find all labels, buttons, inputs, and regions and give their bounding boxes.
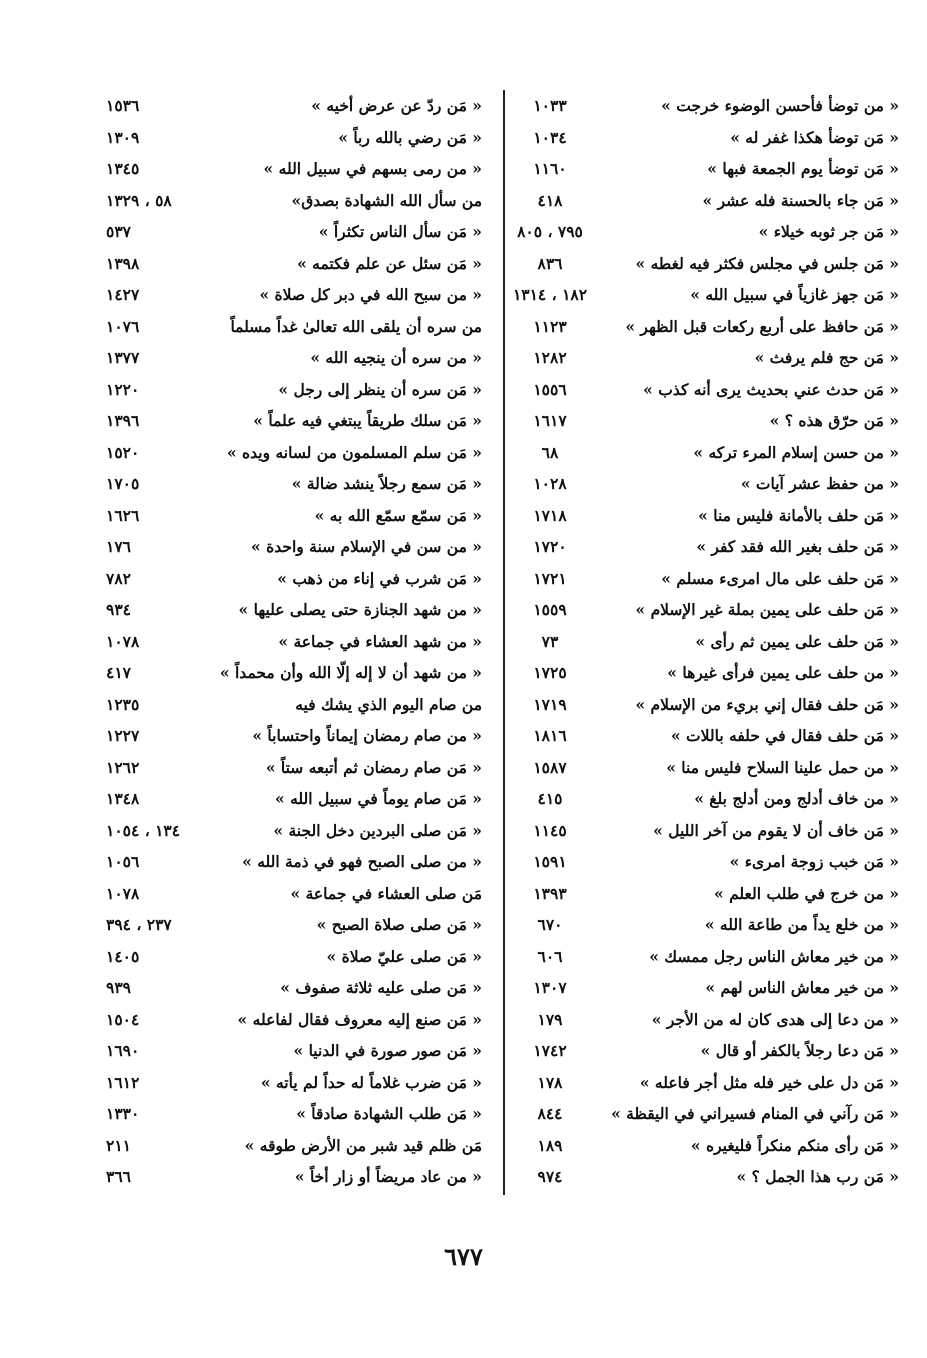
hadith-reference-number: ١٣٩٣ bbox=[533, 883, 567, 903]
index-entry bbox=[505, 1130, 899, 1162]
hadith-reference-number: ٧٩٥ ، ٨٠٥ bbox=[517, 222, 583, 241]
index-entry bbox=[106, 216, 482, 248]
index-entry bbox=[106, 531, 482, 563]
hadith-incipit: « مَن حلف بالأمانة فليس منا » bbox=[698, 505, 899, 525]
index-entry bbox=[106, 846, 482, 878]
hadith-incipit: مَن ظلم قيد شبر من الأرض طوقه » bbox=[244, 1135, 482, 1155]
hadith-incipit: « مَن سمّع سمّع الله به » bbox=[314, 505, 482, 525]
hadith-incipit: « من دعا إلى هدى كان له من الأجر » bbox=[651, 1009, 899, 1029]
hadith-incipit: « مَن حلف على يمين بملة غير الإسلام » bbox=[635, 600, 899, 619]
hadith-incipit: « مَن حدث عني بحديث يرى أنه كذب » bbox=[643, 379, 899, 399]
hadith-reference-number: ١٧٩ bbox=[537, 1009, 563, 1029]
index-entry bbox=[106, 122, 482, 154]
hadith-reference-number: ١٧٤٢ bbox=[533, 1041, 567, 1060]
hadith-incipit: « مَن جاء بالحسنة فله عشر » bbox=[702, 190, 899, 210]
hadith-incipit: « مَن حلف على مال امرىء مسلم » bbox=[661, 568, 899, 588]
hadith-incipit: « مَن حرّق هذه ؟ » bbox=[769, 411, 899, 430]
index-entry bbox=[106, 405, 482, 437]
index-entry bbox=[505, 563, 899, 595]
hadith-reference-number: ٤١٨ bbox=[537, 190, 563, 210]
hadith-incipit: « مَن سلك طريقاً يبتغي فيه علماً » bbox=[253, 411, 482, 430]
hadith-incipit: من سره أن يلقى الله تعالىٰ غداً مسلماً bbox=[230, 316, 482, 336]
hadith-reference-number: ١٢٣٥ bbox=[106, 694, 140, 714]
hadith-incipit: « من سره أن ينجيه الله » bbox=[310, 348, 482, 367]
hadith-incipit: « من حمل علينا السلاح فليس منا » bbox=[666, 757, 899, 777]
index-entry bbox=[505, 90, 899, 122]
hadith-reference-number: ١٣٤٨ bbox=[106, 789, 140, 808]
hadith-reference-number: ١٣٤٥ bbox=[106, 159, 140, 178]
hadith-incipit: « مَن جر ثوبه خيلاء » bbox=[758, 222, 899, 241]
hadith-reference-number: ١٥٢٠ bbox=[106, 442, 140, 462]
index-column-left bbox=[106, 90, 482, 1193]
hadith-incipit: « من شهد الجنازة حتى يصلى عليها » bbox=[238, 600, 482, 619]
index-entry bbox=[106, 594, 482, 626]
hadith-reference-number: ١٤٢٧ bbox=[106, 285, 140, 304]
hadith-reference-number: ١٥٠٤ bbox=[106, 1009, 140, 1029]
hadith-incipit: « مَن صلى عليّ صلاة » bbox=[326, 946, 482, 966]
index-entry bbox=[106, 815, 482, 847]
hadith-reference-number: ١٨٩ bbox=[537, 1135, 563, 1155]
index-entry bbox=[106, 279, 482, 311]
hadith-incipit: « من خير معاش الناس لهم » bbox=[705, 978, 899, 997]
index-entry bbox=[505, 468, 899, 500]
hadith-reference-number: ١٧٢١ bbox=[533, 568, 567, 588]
hadith-incipit: « مَن رضي بالله رباً » bbox=[338, 127, 482, 147]
hadith-incipit: « مَن جهز غازياً في سبيل الله » bbox=[690, 285, 899, 304]
index-entry bbox=[106, 153, 482, 185]
hadith-incipit: « مَن رب هذا الجمل ؟ » bbox=[736, 1167, 899, 1186]
index-entry bbox=[106, 626, 482, 658]
hadith-incipit: « مَن صور صورة في الدنيا » bbox=[293, 1041, 482, 1060]
index-entry bbox=[106, 500, 482, 532]
hadith-reference-number: ١٧٢٥ bbox=[533, 663, 567, 682]
hadith-reference-number: ١٦٩٠ bbox=[106, 1041, 140, 1060]
hadith-reference-number: ١٥٥٦ bbox=[533, 379, 567, 399]
hadith-reference-number: ١٨١٦ bbox=[533, 726, 567, 745]
hadith-incipit: « من حلف على يمين فرأى غيرها » bbox=[667, 663, 899, 682]
hadith-incipit: « مَن حلف فقال في حلفه باللات » bbox=[670, 726, 899, 745]
index-entry bbox=[106, 1161, 482, 1193]
hadith-incipit: « مَن سمع رجلاً ينشد ضالة » bbox=[291, 474, 482, 493]
hadith-reference-number: ١٠٢٨ bbox=[533, 474, 567, 493]
index-entry bbox=[106, 720, 482, 752]
index-entry bbox=[106, 1035, 482, 1067]
hadith-incipit: « مَن طلب الشهادة صادقاً » bbox=[296, 1104, 482, 1123]
index-entry bbox=[505, 531, 899, 563]
hadith-incipit: « من عاد مريضاً أو زار أخاً » bbox=[294, 1167, 482, 1186]
index-entry bbox=[505, 342, 899, 374]
page-number: ٦٧٧ bbox=[444, 1242, 483, 1271]
hadith-incipit: « مَن توضأ يوم الجمعة فبها » bbox=[707, 159, 899, 178]
index-entry bbox=[505, 815, 899, 847]
index-entry bbox=[505, 1067, 899, 1099]
hadith-incipit: « من خلع يداً من طاعة الله » bbox=[704, 915, 899, 934]
hadith-incipit: « مَن حلف على يمين ثم رأى » bbox=[695, 631, 899, 651]
hadith-reference-number: ٨٣٦ bbox=[537, 253, 563, 273]
hadith-reference-number: ١٢٢٠ bbox=[106, 379, 140, 399]
hadith-reference-number: ٦٧٠ bbox=[537, 915, 563, 934]
hadith-incipit: « من صلى الصبح فهو في ذمة الله » bbox=[242, 852, 482, 871]
index-entry bbox=[505, 437, 899, 469]
hadith-incipit: « مَن صنع إليه معروف فقال لفاعله » bbox=[237, 1009, 482, 1029]
hadith-reference-number: ١٣٠٩ bbox=[106, 127, 140, 147]
hadith-reference-number: ٩٧٤ bbox=[537, 1167, 563, 1186]
hadith-incipit: « مَن دعا رجلاً بالكفر أو قال » bbox=[700, 1041, 899, 1060]
hadith-reference-number: ١٧١٨ bbox=[533, 505, 567, 525]
hadith-reference-number: ١٧٦ bbox=[106, 537, 131, 556]
index-entry bbox=[505, 972, 899, 1004]
column-divider bbox=[503, 90, 505, 1195]
hadith-incipit: « مَن صلى صلاة الصبح » bbox=[316, 915, 482, 934]
index-entry bbox=[106, 185, 482, 217]
hadith-reference-number: ١٧٨ bbox=[537, 1072, 563, 1092]
hadith-reference-number: ٦٨ bbox=[541, 442, 559, 462]
index-column-right bbox=[505, 90, 899, 1193]
index-entry bbox=[106, 972, 482, 1004]
hadith-incipit: « من خرج في طلب العلم » bbox=[714, 883, 899, 903]
hadith-reference-number: ٩٣٩ bbox=[106, 978, 131, 997]
hadith-incipit: « من حفظ عشر آيات » bbox=[740, 474, 899, 493]
hadith-reference-number: ١٣٧٧ bbox=[106, 348, 140, 367]
index-entry bbox=[106, 374, 482, 406]
hadith-reference-number: ١٧٠٥ bbox=[106, 474, 140, 493]
hadith-incipit: « مَن توضأ هكذا غفر له » bbox=[730, 127, 899, 147]
hadith-incipit: « من رمى بسهم في سبيل الله » bbox=[263, 159, 482, 178]
index-entry bbox=[505, 752, 899, 784]
hadith-incipit: « مَن سره أن ينظر إلى رجل » bbox=[278, 379, 482, 399]
hadith-reference-number: ١٠٣٤ bbox=[533, 127, 567, 147]
hadith-incipit: « مَن حلف بغير الله فقد كفر » bbox=[696, 537, 899, 556]
index-entry bbox=[505, 909, 899, 941]
hadith-incipit: « مَن جلس في مجلس فكثر فيه لغطه » bbox=[635, 253, 899, 273]
index-entry bbox=[106, 941, 482, 973]
hadith-reference-number: ١٠٥٦ bbox=[106, 852, 140, 871]
hadith-reference-number: ١٣٣٠ bbox=[106, 1104, 140, 1123]
index-entry bbox=[505, 626, 899, 658]
index-entry bbox=[106, 248, 482, 280]
index-entry bbox=[106, 1098, 482, 1130]
hadith-reference-number: ٥٣٧ bbox=[106, 222, 131, 241]
index-entry bbox=[505, 185, 899, 217]
hadith-reference-number: ٥٨ ، ١٣٢٩ bbox=[106, 190, 172, 210]
hadith-reference-number: ١٣٠٧ bbox=[533, 978, 567, 997]
hadith-reference-number: ٧٨٢ bbox=[106, 568, 131, 588]
hadith-incipit: « مَن دل على خير فله مثل أجر فاعله » bbox=[639, 1072, 899, 1092]
hadith-reference-number: ١١٢٣ bbox=[533, 316, 567, 336]
hadith-reference-number: ١٢٢٧ bbox=[106, 726, 140, 745]
hadith-reference-number: ١٤٠٥ bbox=[106, 946, 140, 966]
index-entry bbox=[106, 657, 482, 689]
hadith-reference-number: ٤١٧ bbox=[106, 663, 131, 682]
index-entry bbox=[505, 846, 899, 878]
index-entry bbox=[505, 1004, 899, 1036]
hadith-reference-number: ٤١٥ bbox=[537, 789, 563, 808]
hadith-incipit: « مَن سأل الناس تكثراً » bbox=[318, 222, 482, 241]
hadith-incipit: « مَن صام رمضان ثم أتبعه ستاً » bbox=[265, 757, 482, 777]
hadith-reference-number: ١٧١٩ bbox=[533, 694, 567, 714]
hadith-incipit: « مَن ردّ عن عرض أخيه » bbox=[311, 96, 482, 115]
hadith-reference-number: ٨٤٤ bbox=[537, 1104, 563, 1123]
index-entry bbox=[106, 342, 482, 374]
hadith-reference-number: ١١٦٠ bbox=[533, 159, 567, 178]
hadith-incipit: « من شهد أن لا إله إلّا الله وأن محمداً » bbox=[219, 663, 482, 682]
index-entry bbox=[106, 1004, 482, 1036]
hadith-incipit: « مَن سئل عن علم فكتمه » bbox=[297, 253, 482, 273]
hadith-incipit: « من صام رمضان إيماناً واحتساباً » bbox=[252, 726, 482, 745]
hadith-reference-number: ١٦٢٦ bbox=[106, 505, 140, 525]
index-entry bbox=[505, 500, 899, 532]
hadith-reference-number: ١٨٢ ، ١٣١٤ bbox=[512, 285, 588, 304]
hadith-incipit: « مَن رآني في المنام فسيراني في اليقظة » bbox=[611, 1104, 899, 1123]
index-entry bbox=[505, 1098, 899, 1130]
hadith-incipit: « من سبح الله في دبر كل صلاة » bbox=[259, 285, 482, 304]
hadith-reference-number: ١٥٣٦ bbox=[106, 96, 140, 115]
hadith-reference-number: ٧٣ bbox=[541, 631, 559, 651]
hadith-reference-number: ١٠٧٨ bbox=[106, 631, 140, 651]
hadith-reference-number: ١٥٩١ bbox=[533, 852, 567, 871]
hadith-incipit: « من سن في الإسلام سنة واحدة » bbox=[251, 537, 482, 556]
index-entry bbox=[505, 878, 899, 910]
index-entry bbox=[106, 1130, 482, 1162]
hadith-incipit: « من حسن إسلام المرء تركه » bbox=[693, 442, 899, 462]
hadith-incipit: مَن صلى العشاء في جماعة » bbox=[290, 883, 482, 903]
index-entry bbox=[505, 153, 899, 185]
hadith-reference-number: ٢٣٧ ، ٣٩٤ bbox=[106, 915, 172, 934]
hadith-incipit: « مَن صلى البردين دخل الجنة » bbox=[273, 820, 482, 840]
index-entry bbox=[505, 783, 899, 815]
hadith-incipit: من سأل الله الشهادة بصدق» bbox=[291, 190, 482, 210]
hadith-reference-number: ١٦١٧ bbox=[533, 411, 567, 430]
hadith-incipit: « مَن حافظ على أربع ركعات قبل الظهر » bbox=[625, 316, 899, 336]
hadith-reference-number: ١٧٢٠ bbox=[533, 537, 567, 556]
index-entry bbox=[505, 122, 899, 154]
hadith-incipit: « مَن صلى عليه ثلاثة صفوف » bbox=[280, 978, 482, 997]
index-entry bbox=[505, 594, 899, 626]
hadith-incipit: « مَن خاف أن لا يقوم من آخر الليل » bbox=[653, 820, 899, 840]
index-entry bbox=[106, 783, 482, 815]
index-entry bbox=[106, 468, 482, 500]
hadith-reference-number: ١٣٩٦ bbox=[106, 411, 140, 430]
hadith-incipit: « مَن شرب في إناء من ذهب » bbox=[277, 568, 482, 588]
hadith-incipit: « مَن سلم المسلمون من لسانه ويده » bbox=[226, 442, 482, 462]
hadith-reference-number: ١١٤٥ bbox=[533, 820, 567, 840]
index-entry bbox=[106, 689, 482, 721]
index-entry bbox=[505, 657, 899, 689]
hadith-incipit: « مَن صام يوماً في سبيل الله » bbox=[275, 789, 482, 808]
hadith-reference-number: ١٢٦٢ bbox=[106, 757, 140, 777]
hadith-reference-number: ١٣٤ ، ١٠٥٤ bbox=[106, 820, 181, 840]
hadith-reference-number: ١٠٣٣ bbox=[533, 96, 567, 115]
hadith-reference-number: ٢١١ bbox=[106, 1135, 131, 1155]
hadith-reference-number: ١٠٧٨ bbox=[106, 883, 140, 903]
index-entry bbox=[505, 1161, 899, 1193]
index-entry bbox=[505, 720, 899, 752]
index-entry bbox=[106, 1067, 482, 1099]
index-entry bbox=[505, 216, 899, 248]
hadith-incipit: « مَن ضرب غلاماً له حداً لم يأته » bbox=[260, 1072, 482, 1092]
hadith-reference-number: ١٥٥٩ bbox=[533, 600, 567, 619]
index-entry bbox=[106, 90, 482, 122]
hadith-reference-number: ١٠٧٦ bbox=[106, 316, 140, 336]
hadith-reference-number: ٩٣٤ bbox=[106, 600, 131, 619]
hadith-reference-number: ٣٦٦ bbox=[106, 1167, 131, 1186]
index-entry bbox=[106, 437, 482, 469]
index-entry bbox=[106, 563, 482, 595]
hadith-incipit: « مَن خبب زوجة امرىء » bbox=[729, 852, 899, 871]
index-entry bbox=[106, 878, 482, 910]
index-entry bbox=[505, 1035, 899, 1067]
index-entry bbox=[106, 311, 482, 343]
index-entry bbox=[106, 752, 482, 784]
hadith-reference-number: ١٢٨٢ bbox=[533, 348, 567, 367]
hadith-incipit: « مَن رأى منكم منكراً فليغيره » bbox=[690, 1135, 899, 1155]
hadith-reference-number: ١٥٨٧ bbox=[533, 757, 567, 777]
index-entry bbox=[505, 405, 899, 437]
index-entry bbox=[505, 689, 899, 721]
index-entry bbox=[106, 909, 482, 941]
index-entry bbox=[505, 374, 899, 406]
hadith-reference-number: ١٣٩٨ bbox=[106, 253, 140, 273]
index-entry bbox=[505, 941, 899, 973]
index-entry bbox=[505, 248, 899, 280]
index-entry bbox=[505, 311, 899, 343]
hadith-reference-number: ١٦١٢ bbox=[106, 1072, 140, 1092]
hadith-incipit: من صام اليوم الذي يشك فيه bbox=[295, 694, 482, 714]
hadith-reference-number: ٦٠٦ bbox=[537, 946, 563, 966]
index-entry bbox=[505, 279, 899, 311]
hadith-incipit: « من خاف أدلج ومن أدلج بلغ » bbox=[694, 789, 899, 808]
hadith-incipit: « من شهد العشاء في جماعة » bbox=[278, 631, 482, 651]
hadith-incipit: « من توضأ فأحسن الوضوء خرجت » bbox=[661, 96, 899, 115]
hadith-incipit: « من خير معاش الناس رجل ممسك » bbox=[649, 946, 899, 966]
hadith-incipit: « مَن حج فلم يرفث » bbox=[754, 348, 899, 367]
hadith-incipit: « مَن حلف فقال إني بريء من الإسلام » bbox=[635, 694, 899, 714]
